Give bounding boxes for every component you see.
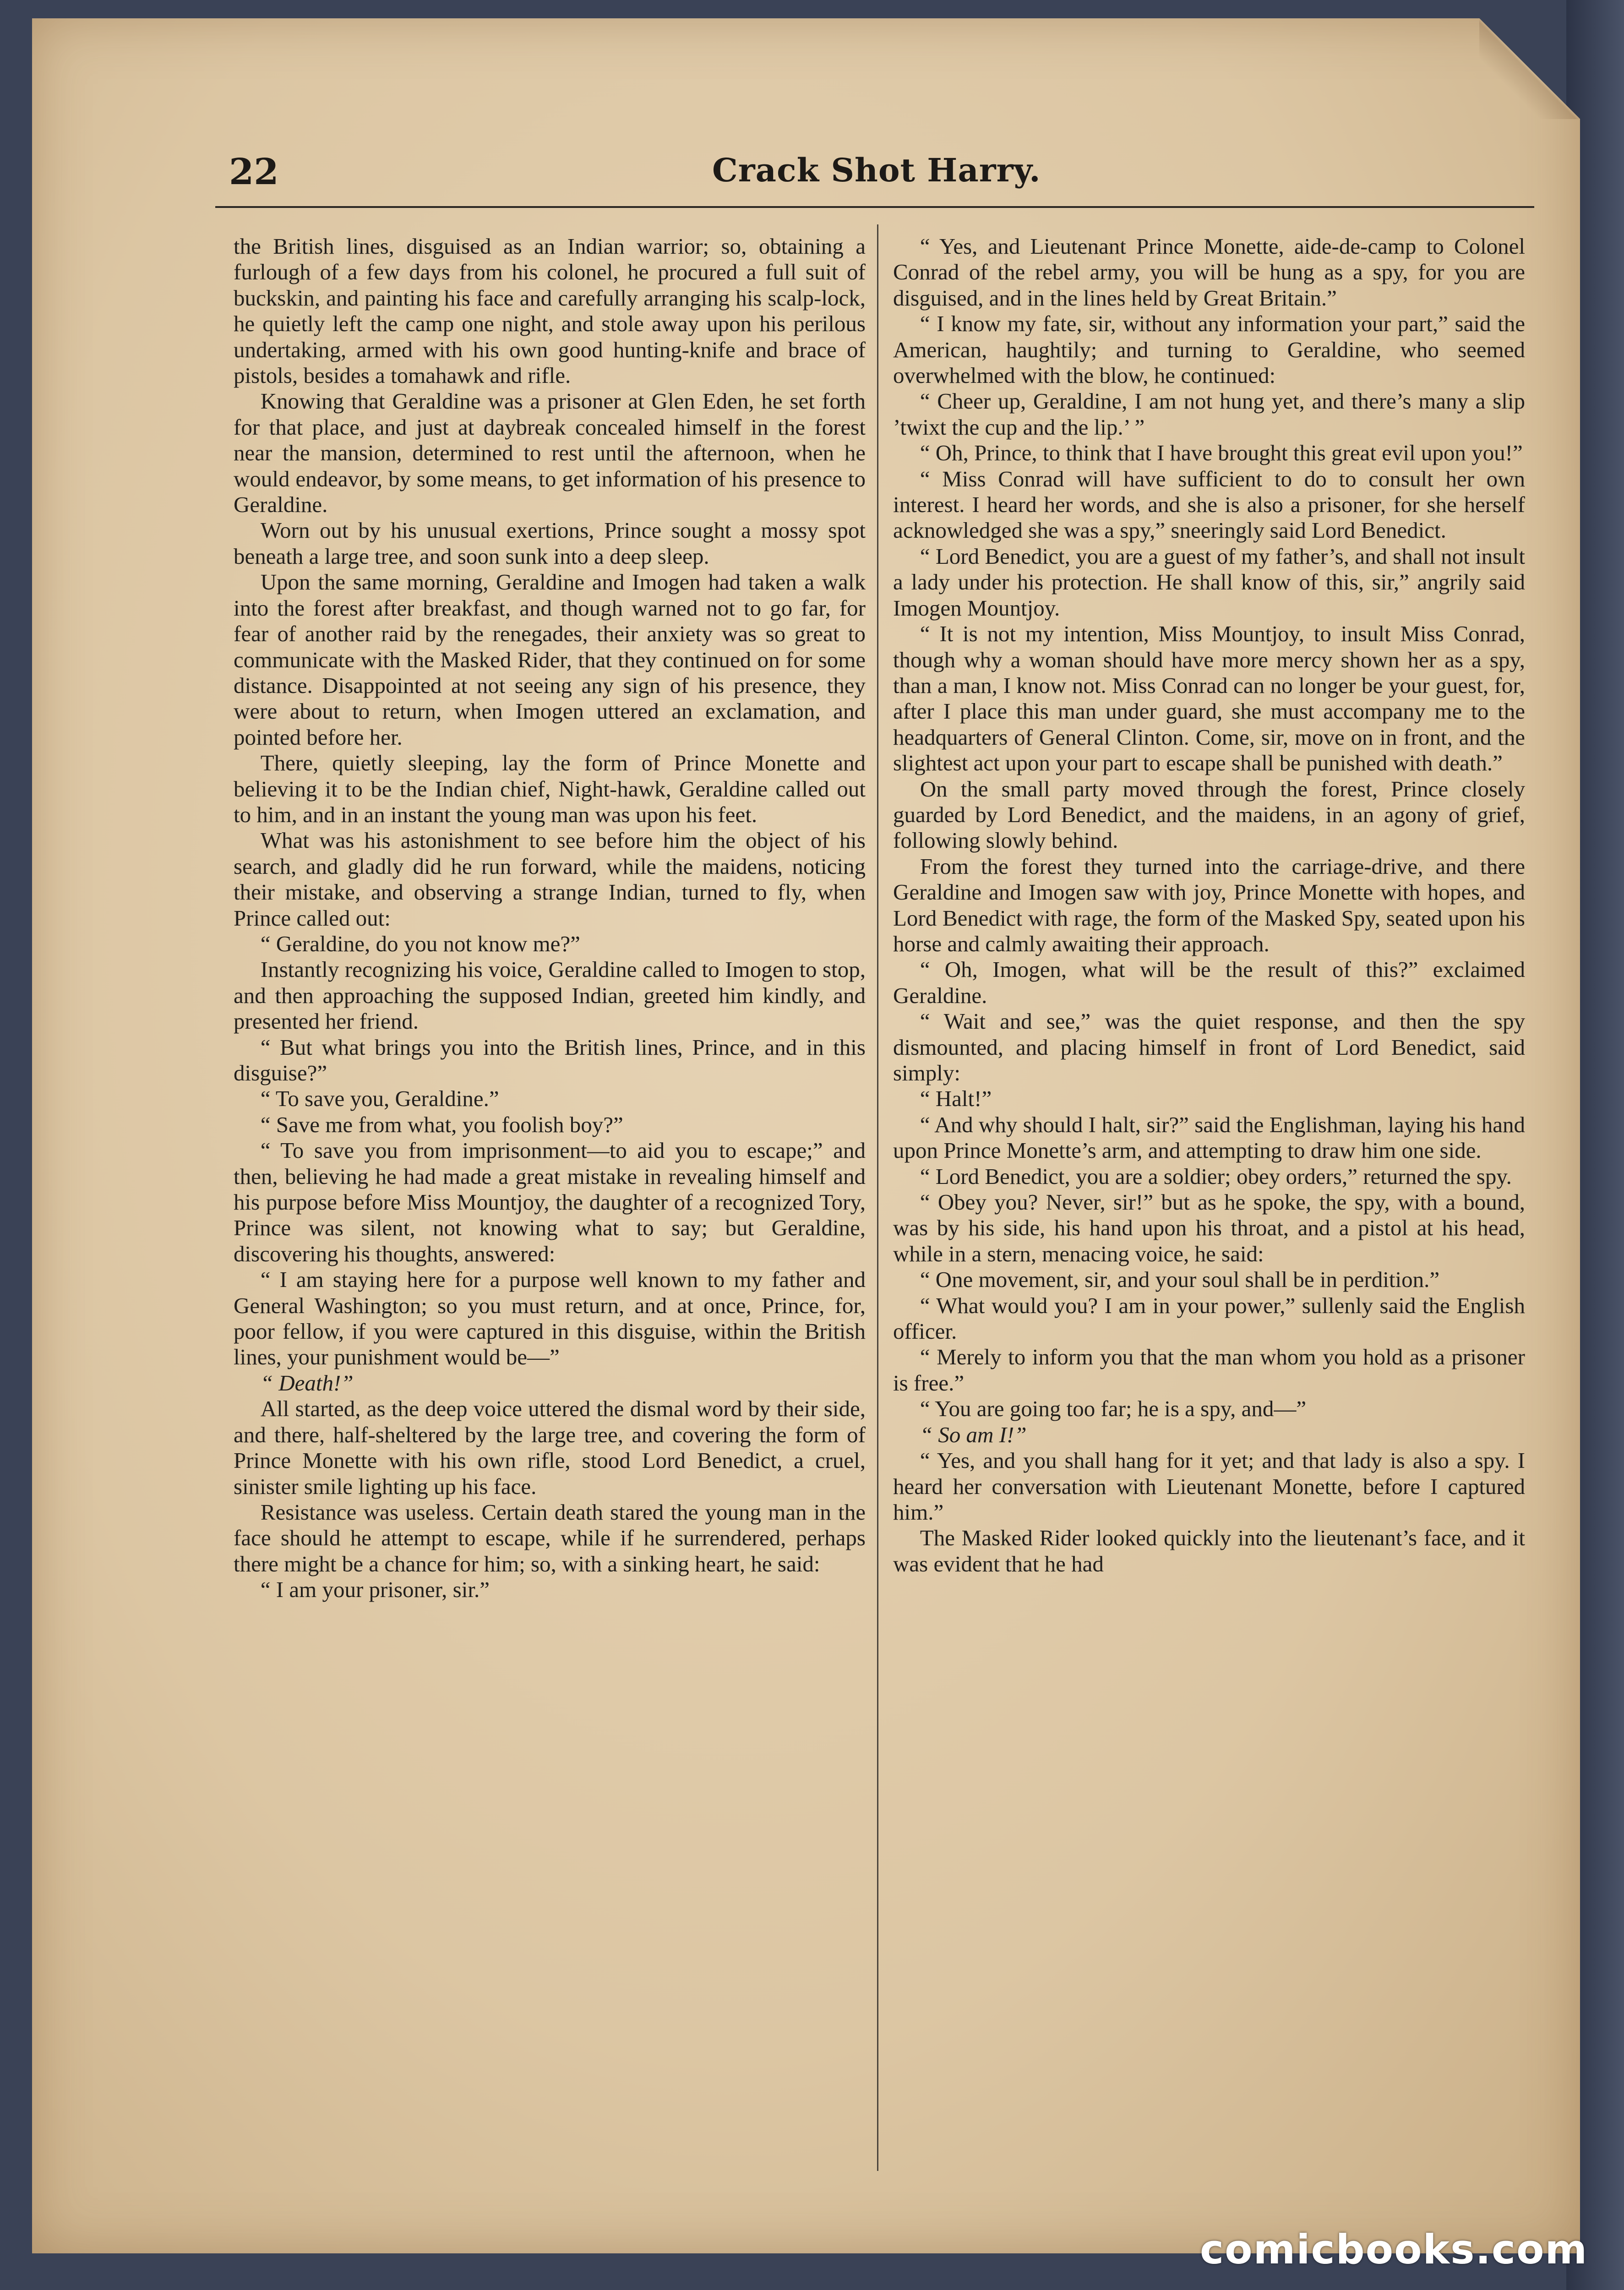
paragraph: “ What would you? I am in your power,” sullenly said the English officer. (893, 1292, 1525, 1344)
paragraph: “ Wait and see,” was the quiet response, and then the spy dismounted, and placing himself in front of Lord Benedict, said simply: (893, 1009, 1525, 1085)
paragraph: “ But what brings you into the British lines, Prince, and in this disguise?” (234, 1034, 866, 1085)
right-column (893, 234, 1525, 2157)
paragraph: “ Halt!” (920, 1086, 992, 1112)
paragraph: All started, as the deep voice uttered the dismal word by their side, and there, half-sheltered by the large tree, and covering the form of Prince Monette with his own rifle, stood Lord Benedict, a cruel, sinister smile lighting up his face. (234, 1396, 866, 1499)
paragraph: “ Miss Conrad will have sufficient to do to consult her own interest. I heard her words, and she is also a prisoner, for she herself acknowledged she was a spy,” sneeringly said Lord Benedict. (893, 466, 1525, 543)
paragraph: “ Oh, Imogen, what will be the result of this?” exclaimed Geraldine. (893, 957, 1525, 1008)
paragraph: From the forest they turned into the carriage-drive, and there Geraldine and Imogen saw with joy, Prince Monette with hopes, and Lord Benedict with rage, the form of the Masked Spy, seated upon his horse and calmly awaiting their approach. (893, 853, 1525, 956)
paragraph: “ Cheer up, Geraldine, I am not hung yet, and there’s many a slip ’twixt the cup and the lip.’ ” (893, 388, 1525, 440)
paragraph: Upon the same morning, Geraldine and Imogen had taken a walk into the forest after breakfast, and though warned not to go far, for fear of another raid by the renegades, their anxiety was so great to communicate with the Masked Rider, that they continued on for some distance. Disappointed at not seeing any sign of his presence, they were about to return, when Imogen uttered an exclamation, and pointed before her. (234, 569, 866, 750)
column-divider (877, 224, 878, 2171)
paragraph: “ To save you, Geraldine.” (260, 1086, 499, 1112)
left-column (234, 234, 866, 2157)
page-header (215, 147, 1562, 202)
paragraph: Instantly recognizing his voice, Geraldine called to Imogen to stop, and then approaching the supposed Indian, greeted him kindly, and presented her friend. (234, 957, 866, 1034)
paragraph: “ To save you from imprisonment—to aid you to escape;” and then, believing he had made a great mistake in revealing himself and his purpose before Miss Mountjoy, the daughter of a recognized Tory, Prince was silent, not knowing what to say; but Geraldine, discovering his thoughts, answered: (234, 1138, 866, 1266)
paragraph: “ You are going too far; he is a spy, and—” (920, 1396, 1307, 1422)
paragraph: Knowing that Geraldine was a prisoner at Glen Eden, he set forth for that place, and just at daybreak concealed himself in the forest near the mansion, determined to rest until the afternoon, when he would endeavor, by some means, to get information of his presence to Geraldine. (234, 388, 866, 518)
paragraph: The Masked Rider looked quickly into the lieutenant’s face, and it was evident that he had (893, 1525, 1525, 1576)
paragraph: “ Yes, and you shall hang for it yet; and that lady is also a spy. I heard her conversation with Lieutenant Monette, before I captured him.” (893, 1448, 1525, 1525)
paragraph: “ Death!” (260, 1370, 354, 1396)
paragraph: “ And why should I halt, sir?” said the Englishman, laying his hand upon Prince Monette’s arm, and attempting to draw him one side. (893, 1112, 1525, 1163)
paragraph: “ I am staying here for a purpose well known to my father and General Washington; so you must return, and at once, Prince, for, poor fellow, if you were captured in this disguise, within the British lines, your punishment would be—” (234, 1267, 866, 1370)
paragraph: “ It is not my intention, Miss Mountjoy, to insult Miss Conrad, though why a woman should have more mercy shown her as a spy, than a man, I know not. Miss Conrad can no longer be your guest, for, after I place this man under guard, she must accompany me to the headquarters of General Clinton. Come, sir, move on in front, and the slightest act upon your part to escape shall be punished with death.” (893, 621, 1525, 776)
paragraph: “ Lord Benedict, you are a soldier; obey orders,” returned the spy. (920, 1163, 1512, 1189)
paragraph: There, quietly sleeping, lay the form of Prince Monette and believing it to be the Indian chief, Night-hawk, Geraldine called out to him, and in an instant the young man was upon his feet. (234, 750, 866, 827)
paragraph: “ So am I!” (920, 1422, 1027, 1447)
paragraph: Worn out by his unusual exertions, Prince sought a mossy spot beneath a large tree, and soon sunk into a deep sleep. (234, 518, 866, 569)
watermark: comicbooks.com (1200, 2226, 1588, 2273)
paragraph: “ Yes, and Lieutenant Prince Monette, aide-de-camp to Colonel Conrad of the rebel army, you will be hung as a spy, for you are disguised, and in the lines held by Great Britain.” (893, 234, 1525, 311)
paragraph: “ Obey you? Never, sir!” but as he spoke, the spy, with a bound, was by his side, his hand upon his throat, and a pistol at his head, while in a stern, menacing voice, he said: (893, 1189, 1525, 1266)
paragraph: “ Lord Benedict, you are a guest of my father’s, and shall not insult a lady under his protection. He shall know of this, sir,” angrily said Imogen Mountjoy. (893, 543, 1525, 621)
paragraph: “ Save me from what, you foolish boy?” (260, 1112, 623, 1137)
paragraph: “ I am your prisoner, sir.” (260, 1577, 490, 1603)
paragraph: “ Merely to inform you that the man whom you hold as a prisoner is free.” (893, 1344, 1525, 1396)
paragraph: On the small party moved through the forest, Prince closely guarded by Lord Benedict, and the maidens, in an agony of grief, following slowly behind. (893, 776, 1525, 853)
paragraph: What was his astonishment to see before him the object of his search, and gladly did he run forward, while the maidens, noticing their mistake, and observing a strange Indian, turned to fly, when Prince called out: (234, 828, 866, 931)
paragraph: “ Geraldine, do you not know me?” (260, 931, 580, 956)
header-rule (215, 206, 1534, 208)
paragraph: the British lines, disguised as an Indian warrior; so, obtaining a furlough of a few days from his colonel, he procured a full suit of buckskin, and painting his face and carefully arranging his scalp-lock, he quietly left the camp one night, and stole away upon his perilous undertaking, armed with his own good hunting-knife and brace of pistols, besides a tomahawk and rifle. (234, 234, 866, 388)
paragraph: “ I know my fate, sir, without any information your part,” said the American, haughtily; and turning to Geraldine, who seemed overwhelmed with the blow, he continued: (893, 311, 1525, 388)
paragraph: Resistance was useless. Certain death stared the young man in the face should he attempt to escape, while if he surrendered, perhaps there might be a chance for him; so, with a sinking heart, he said: (234, 1499, 866, 1576)
running-title: Crack Shot Harry. (712, 151, 1041, 189)
paragraph: “ Oh, Prince, to think that I have brought this great evil upon you!” (920, 440, 1523, 466)
page-number: 22 (229, 151, 279, 193)
paragraph: “ One movement, sir, and your soul shall be in perdition.” (920, 1267, 1440, 1292)
